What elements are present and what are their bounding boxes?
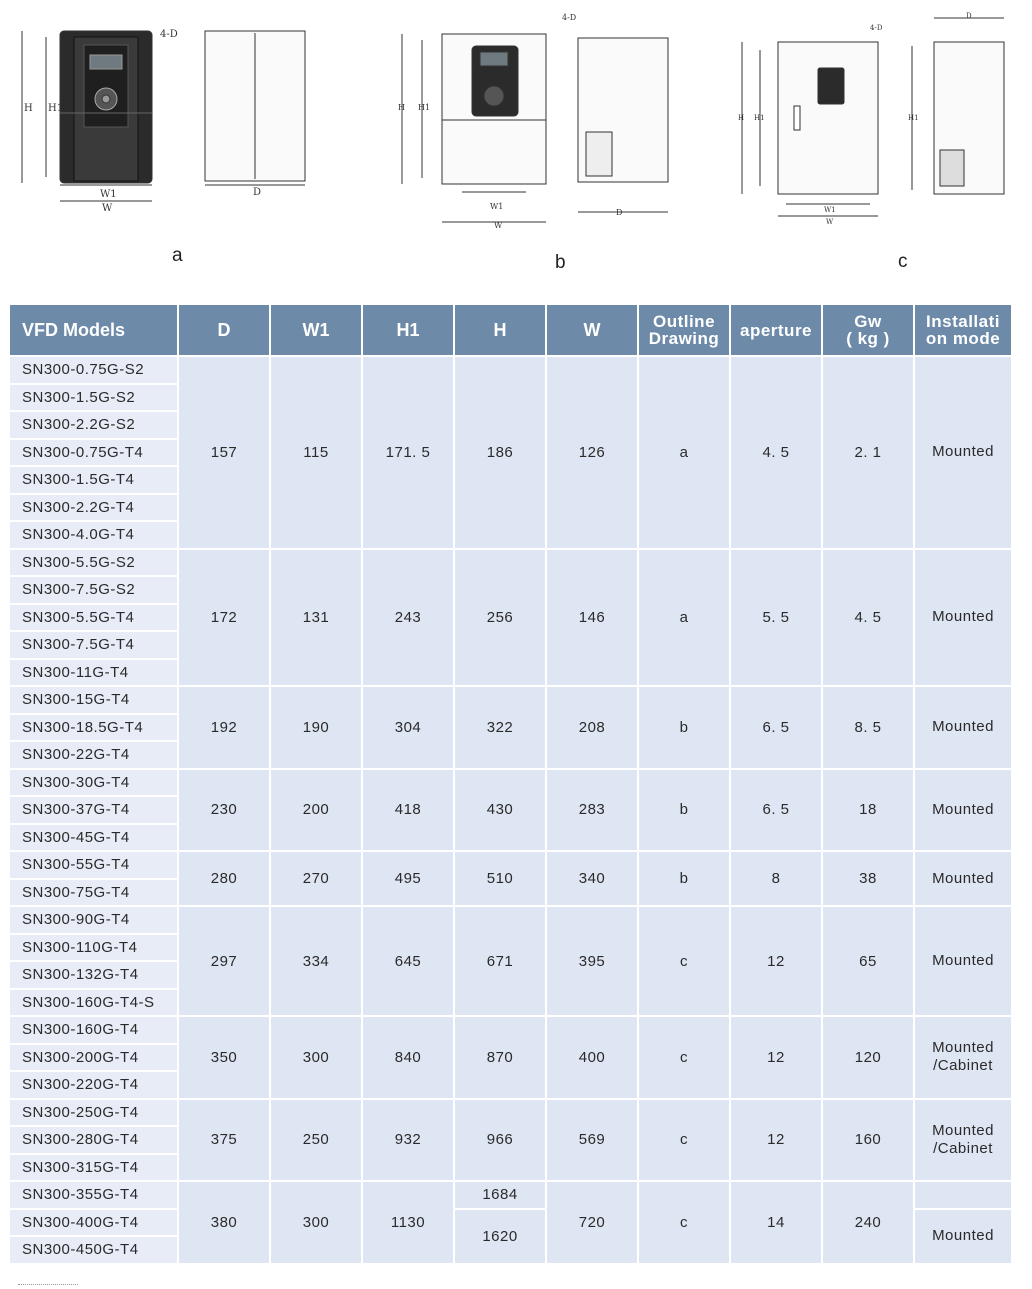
table-row <box>10 1017 1011 1043</box>
cell-aperture: 12 <box>731 907 821 1015</box>
model-cell: SN300-4.0G-T4 <box>10 522 177 548</box>
cell-w1: 300 <box>271 1017 361 1098</box>
cell-gw: 38 <box>823 852 913 905</box>
cell-installation-mode: Mounted <box>915 907 1011 1015</box>
cell-d: 350 <box>179 1017 269 1098</box>
figure-label-a: a <box>172 245 183 266</box>
cell-installation-mode: Mounted <box>915 1210 1011 1263</box>
cell-gw: 18 <box>823 770 913 851</box>
model-cell: SN300-2.2G-T4 <box>10 495 177 521</box>
cell-aperture: 8 <box>731 852 821 905</box>
cell-installation-mode: Mounted <box>915 852 1011 905</box>
cell-d: 157 <box>179 357 269 548</box>
cell-h1: 171. 5 <box>363 357 453 548</box>
cell-d: 172 <box>179 550 269 686</box>
cell-gw: 2. 1 <box>823 357 913 548</box>
fig-b-dim-d: D <box>616 208 623 217</box>
cell-h1: 840 <box>363 1017 453 1098</box>
cell-d: 280 <box>179 852 269 905</box>
fig-c-dim-h1-side: H1 <box>908 114 919 122</box>
cell-w1: 270 <box>271 852 361 905</box>
model-cell: SN300-132G-T4 <box>10 962 177 988</box>
table-header-row <box>10 305 1011 355</box>
model-cell: SN300-30G-T4 <box>10 770 177 796</box>
model-cell: SN300-90G-T4 <box>10 907 177 933</box>
cell-installation-mode: Mounted /Cabinet <box>915 1017 1011 1098</box>
cell-installation-mode: Mounted <box>915 770 1011 851</box>
header-installation-mode: Installati on mode <box>915 305 1011 355</box>
cell-w1: 190 <box>271 687 361 768</box>
fig-c-dim-4d: 4-D <box>870 24 883 32</box>
fig-b-dim-4d: 4-D <box>562 13 577 22</box>
table-row <box>10 550 1011 576</box>
outline-drawing-a <box>18 25 318 215</box>
cell-w: 720 <box>547 1182 637 1263</box>
table-row <box>10 687 1011 713</box>
model-cell: SN300-45G-T4 <box>10 825 177 851</box>
cell-w1: 131 <box>271 550 361 686</box>
cell-h1: 495 <box>363 852 453 905</box>
cell-d: 230 <box>179 770 269 851</box>
cell-gw: 240 <box>823 1182 913 1263</box>
cell-h1: 932 <box>363 1100 453 1181</box>
cell-installation-mode-blank <box>915 1182 1011 1208</box>
outline-drawings <box>0 0 1032 290</box>
cell-h1: 418 <box>363 770 453 851</box>
fig-a-dim-4d: 4-D <box>160 29 178 40</box>
model-cell: SN300-11G-T4 <box>10 660 177 686</box>
table-row <box>10 770 1011 796</box>
cell-h: 1684 <box>455 1182 545 1208</box>
header-aperture: aperture <box>731 305 821 355</box>
cell-w1: 200 <box>271 770 361 851</box>
cell-h: 256 <box>455 550 545 686</box>
cell-d: 375 <box>179 1100 269 1181</box>
cell-h: 671 <box>455 907 545 1015</box>
model-cell: SN300-250G-T4 <box>10 1100 177 1126</box>
model-cell: SN300-5.5G-T4 <box>10 605 177 631</box>
cell-d: 192 <box>179 687 269 768</box>
cell-aperture: 12 <box>731 1100 821 1181</box>
cell-w1: 250 <box>271 1100 361 1181</box>
cell-gw: 160 <box>823 1100 913 1181</box>
cell-h: 186 <box>455 357 545 548</box>
fig-c-dim-w1: W1 <box>824 206 836 214</box>
cell-gw: 8. 5 <box>823 687 913 768</box>
cell-d: 297 <box>179 907 269 1015</box>
cell-w: 400 <box>547 1017 637 1098</box>
model-cell: SN300-450G-T4 <box>10 1237 177 1263</box>
cell-outline: c <box>639 1182 729 1263</box>
cell-outline: b <box>639 852 729 905</box>
cell-h: 322 <box>455 687 545 768</box>
table-row <box>10 1182 1011 1208</box>
header-gw: Gw ( kg ) <box>823 305 913 355</box>
cell-outline: a <box>639 550 729 686</box>
header-outline-drawing: Outline Drawing <box>639 305 729 355</box>
cell-installation-mode: Mounted <box>915 687 1011 768</box>
fig-a-dim-d: D <box>253 187 262 198</box>
model-cell: SN300-1.5G-S2 <box>10 385 177 411</box>
model-cell: SN300-355G-T4 <box>10 1182 177 1208</box>
model-cell: SN300-160G-T4-S <box>10 990 177 1016</box>
cell-gw: 120 <box>823 1017 913 1098</box>
cell-outline: c <box>639 1017 729 1098</box>
cell-outline: c <box>639 1100 729 1181</box>
cell-installation-mode: Mounted <box>915 357 1011 548</box>
fig-b-dim-h: H <box>398 103 405 112</box>
fig-b-dim-w1: W1 <box>490 202 504 211</box>
cell-aperture: 12 <box>731 1017 821 1098</box>
cell-h: 1620 <box>455 1210 545 1263</box>
fig-c-dim-h1: H1 <box>754 114 765 122</box>
outline-drawing-c <box>736 10 1020 232</box>
cell-h: 430 <box>455 770 545 851</box>
cell-outline: a <box>639 357 729 548</box>
header-h: H <box>455 305 545 355</box>
model-cell: SN300-5.5G-S2 <box>10 550 177 576</box>
model-cell: SN300-22G-T4 <box>10 742 177 768</box>
cell-w1: 115 <box>271 357 361 548</box>
table-row <box>10 907 1011 933</box>
outline-drawing-b <box>396 12 686 232</box>
cell-aperture: 14 <box>731 1182 821 1263</box>
cell-w1: 300 <box>271 1182 361 1263</box>
cell-outline: c <box>639 907 729 1015</box>
header-w: W <box>547 305 637 355</box>
table-row <box>10 357 1011 383</box>
model-cell: SN300-7.5G-T4 <box>10 632 177 658</box>
cell-outline: b <box>639 770 729 851</box>
figure-label-c: c <box>898 251 908 272</box>
model-cell: SN300-315G-T4 <box>10 1155 177 1181</box>
header-w1: W1 <box>271 305 361 355</box>
model-cell: SN300-75G-T4 <box>10 880 177 906</box>
cell-w: 340 <box>547 852 637 905</box>
cell-w: 395 <box>547 907 637 1015</box>
model-cell: SN300-15G-T4 <box>10 687 177 713</box>
cell-outline: b <box>639 687 729 768</box>
cell-h: 966 <box>455 1100 545 1181</box>
header-vfd-models: VFD Models <box>10 305 177 355</box>
model-cell: SN300-110G-T4 <box>10 935 177 961</box>
cell-aperture: 4. 5 <box>731 357 821 548</box>
model-cell: SN300-400G-T4 <box>10 1210 177 1236</box>
fig-a-dim-h1: H1 <box>48 103 64 114</box>
figure-label-b: b <box>555 252 566 273</box>
cell-h1: 1130 <box>363 1182 453 1263</box>
cell-aperture: 5. 5 <box>731 550 821 686</box>
model-cell: SN300-37G-T4 <box>10 797 177 823</box>
fig-b-dim-h1: H1 <box>418 103 431 112</box>
model-cell: SN300-2.2G-S2 <box>10 412 177 438</box>
cell-aperture: 6. 5 <box>731 770 821 851</box>
cell-gw: 65 <box>823 907 913 1015</box>
model-cell: SN300-200G-T4 <box>10 1045 177 1071</box>
cell-gw: 4. 5 <box>823 550 913 686</box>
table-row <box>10 1100 1011 1126</box>
cell-d: 380 <box>179 1182 269 1263</box>
model-cell: SN300-7.5G-S2 <box>10 577 177 603</box>
vfd-dimension-table <box>8 303 1013 1265</box>
cell-h1: 243 <box>363 550 453 686</box>
cell-w: 146 <box>547 550 637 686</box>
fig-c-dim-h: H <box>738 114 745 122</box>
cell-w: 283 <box>547 770 637 851</box>
cell-h1: 645 <box>363 907 453 1015</box>
cell-w: 208 <box>547 687 637 768</box>
model-cell: SN300-1.5G-T4 <box>10 467 177 493</box>
cell-h1: 304 <box>363 687 453 768</box>
fig-a-dim-w1: W1 <box>100 189 117 200</box>
cell-aperture: 6. 5 <box>731 687 821 768</box>
header-d: D <box>179 305 269 355</box>
fig-a-dim-h: H <box>24 103 33 114</box>
cell-h: 510 <box>455 852 545 905</box>
fig-c-dim-w: W <box>826 218 834 226</box>
header-h1: H1 <box>363 305 453 355</box>
model-cell: SN300-0.75G-S2 <box>10 357 177 383</box>
cell-installation-mode: Mounted <box>915 550 1011 686</box>
model-cell: SN300-0.75G-T4 <box>10 440 177 466</box>
cell-w1: 334 <box>271 907 361 1015</box>
fig-a-dim-w: W <box>102 203 113 214</box>
model-cell: SN300-55G-T4 <box>10 852 177 878</box>
model-cell: SN300-280G-T4 <box>10 1127 177 1153</box>
fig-c-dim-d: D <box>966 12 972 20</box>
model-cell: SN300-18.5G-T4 <box>10 715 177 741</box>
cell-w: 126 <box>547 357 637 548</box>
table-row <box>10 852 1011 878</box>
cell-installation-mode: Mounted /Cabinet <box>915 1100 1011 1181</box>
model-cell: SN300-160G-T4 <box>10 1017 177 1043</box>
footer-divider <box>18 1284 78 1288</box>
model-cell: SN300-220G-T4 <box>10 1072 177 1098</box>
cell-h: 870 <box>455 1017 545 1098</box>
cell-w: 569 <box>547 1100 637 1181</box>
fig-b-dim-w: W <box>494 221 503 230</box>
